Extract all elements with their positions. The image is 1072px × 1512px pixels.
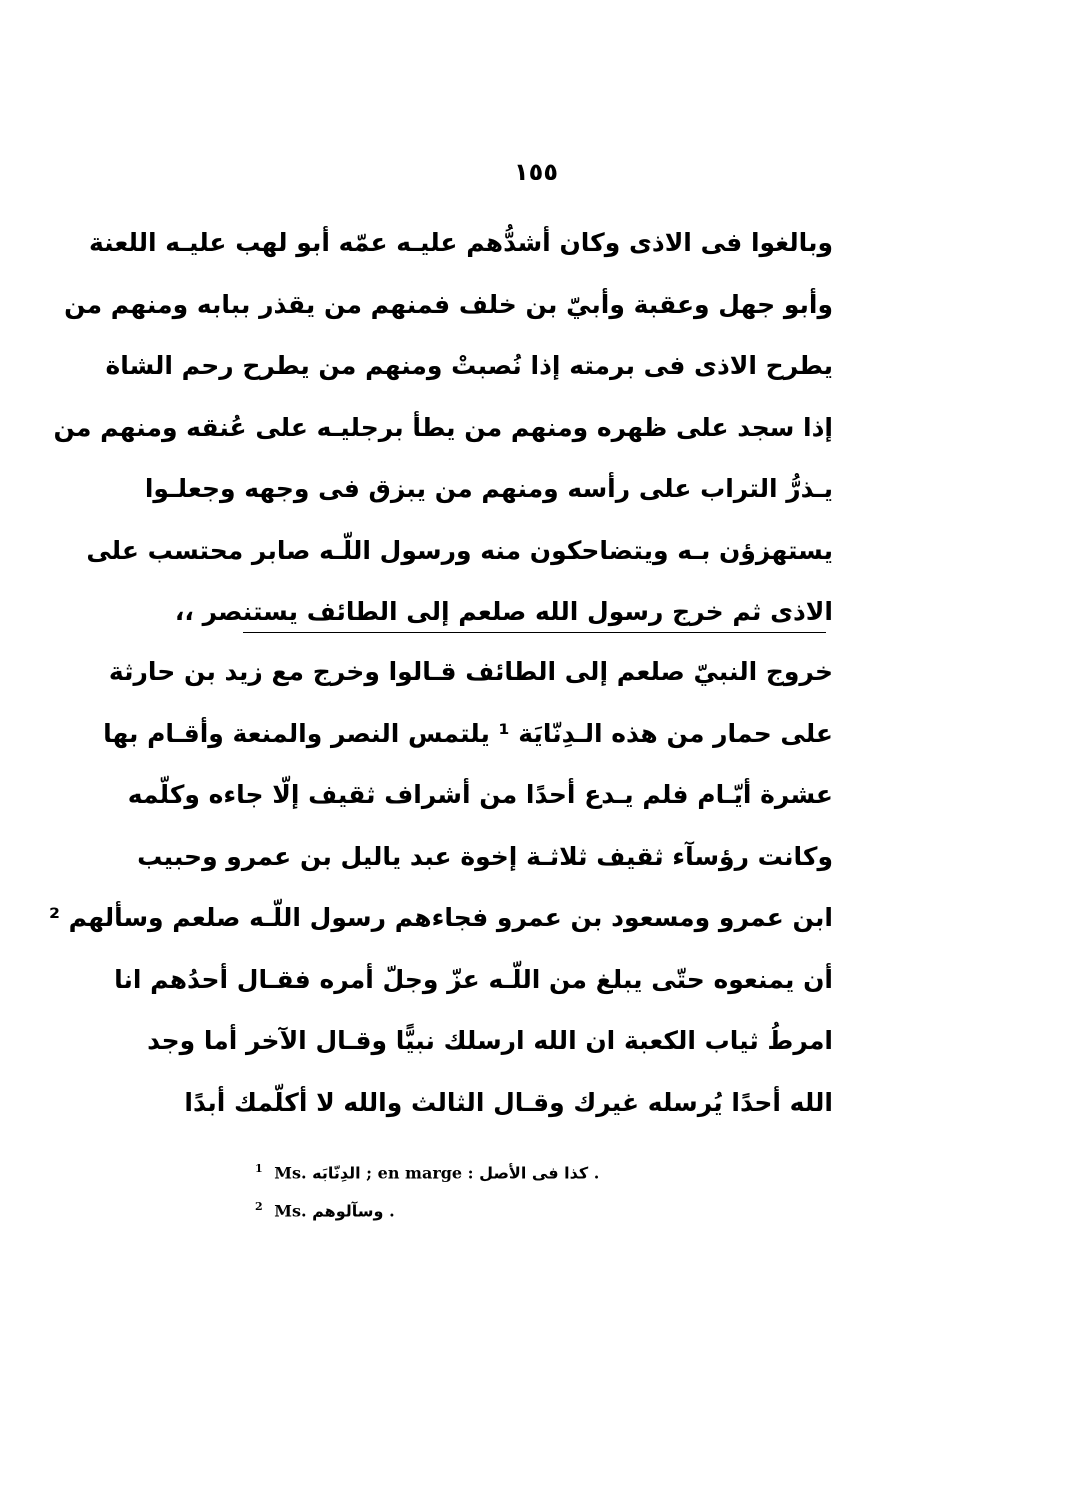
text-line: الاذى ثم خرج رسول الله صلعم إلى الطائف يستنصر ،،: [174, 597, 833, 626]
section-divider: [243, 632, 826, 633]
text-line: يطرح الاذى فى برمته إذا نُصبتْ ومنهم من يطرح رحم الشاة: [105, 351, 833, 380]
footnotes: [255, 1150, 755, 1226]
text-line: الله أحدًا يُرسله غيرك وقـال الثالث والله لا أكلّمك أبدًا: [184, 1087, 833, 1117]
footnote-1: [255, 1150, 755, 1188]
footnote-margin-note: كذا فى الأصل: [479, 1163, 589, 1183]
footnote-suffix: .: [593, 1163, 600, 1183]
footnote-prefix: Ms.: [274, 1201, 307, 1221]
footnote-ms-reading: الدِنّابَه: [312, 1163, 361, 1183]
text-line: إذا سجد على ظهره ومنهم من يطأ برجليـه على عُنقه ومنهم من: [53, 412, 833, 442]
footnote-suffix: .: [389, 1201, 395, 1221]
text-line: خروج النبيّ صلعم إلى الطائف قـالوا وخرج مع زيد بن حارثة: [108, 657, 833, 686]
paragraph-intro: [53, 212, 833, 643]
page-number: ١٥٥: [514, 158, 558, 186]
text-line: وكانت رؤسآء ثقيف ثلاثـة إخوة عبد ياليل بن عمرو وحبيب: [137, 841, 833, 871]
text-line: على حمار من هذه الـدِنّايَة ¹ يلتمس النصر والمنعة وأقـام بها: [103, 718, 833, 748]
footnote-mark: 1: [255, 1162, 263, 1175]
text-line: ابن عمرو ومسعود بن عمرو فجاءهم رسول اللّـه صلعم وسألهم ²: [48, 903, 833, 932]
footnote-prefix: Ms.: [274, 1163, 307, 1183]
footnote-2: [255, 1188, 755, 1226]
text-line: وبالغوا فى الاذى وكان أشدُّهم عليـه عمّه أبو لهب عليـه اللعنة: [88, 228, 833, 257]
footnote-ms-reading: وسآلوهم: [312, 1201, 384, 1221]
text-line: يستهزؤن بـه ويتضاحكون منه ورسول اللّـه صابر محتسب على: [86, 535, 833, 565]
paragraph-taif: [48, 641, 833, 1133]
text-line: عشرة أيّـام فلم يـدع أحدًا من أشراف ثقيف إلّا جاءه وكلّمه: [127, 780, 833, 809]
text-line: وأبو جهل وعقبة وأبيّ بن خلف فمنهم من يقذر ببابه ومنهم من: [64, 289, 833, 319]
text-line: يـذرُّ التراب على رأسه ومنهم من يبزق فى وجهه وجعلـوا: [144, 474, 833, 503]
footnote-separator: ; en marge :: [366, 1163, 474, 1183]
text-line: امرطُ ثياب الكعبة ان الله ارسلك نبيًّا وقـال الآخر أما وجد: [147, 1026, 833, 1055]
footnote-mark: 2: [255, 1200, 263, 1213]
text-line: أن يمنعوه حتّى يبلغ من اللّـه عزّ وجلّ أمره فقـال أحدُهم انا: [114, 964, 833, 994]
